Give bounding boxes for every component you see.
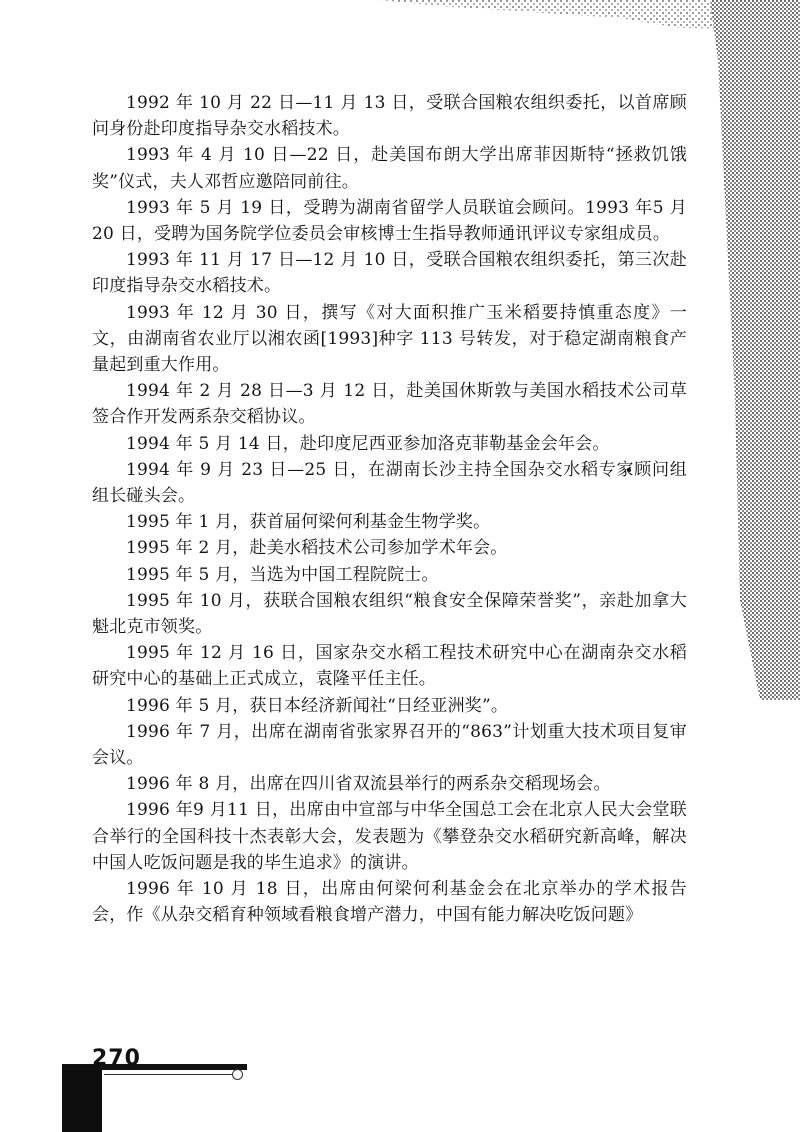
entry-1993-12: 1993 年 12 月 30 日，撰写《对大面积推广玉米稻要持慎重态度》一文，由湖南省农业厅以湘农函[1993]种字 113 号转发，对于稳定湖南粮食产量起到重大作用。	[92, 302, 687, 376]
footer-circle-ornament	[232, 1069, 243, 1080]
footer-bar	[62, 1064, 247, 1070]
entry-1995-02: 1995 年 2 月，赴美水稻技术公司参加学术年会。	[126, 538, 508, 559]
entry-1994-09: 1994 年 9 月 23 日—25 日，在湖南长沙主持全国杂交水稻专家顾问组组长碰头会。	[92, 459, 687, 507]
entry-1996-10: 1996 年 10 月 18 日，出席由何梁何利基金会在北京举办的学术报告会，作《从杂交稻育种领域看粮食增产潜力，中国有能力解决吃饭问题》	[92, 879, 687, 926]
entry-1994-02: 1994 年 2 月 28 日—3 月 12 日，赴美国休斯敦与美国水稻技术公司草签合作开发两系杂交稻协议。	[92, 381, 687, 428]
entry-1996-07: 1996 年 7 月，出席在湖南省张家界召开的“863”计划重大技术项目复审会议。	[92, 721, 687, 769]
entry-1996-08: 1996 年 8 月，出席在四川省双流县举行的两系杂交稻现场会。	[126, 774, 611, 795]
entry-1993-05: 1993 年 5 月 19 日，受聘为湖南省留学人员联谊会顾问。1993 年5 月 20 日，受聘为国务院学位委员会审核博士生指导教师通讯评议专家组成员。	[92, 197, 687, 245]
entry-1995-10: 1995 年 10 月，获联合国粮农组织“粮食安全保障荣誉奖”，亲赴加拿大魁北克市领奖。	[92, 590, 687, 638]
entry-1994-05: 1994 年 5 月 14 日，赴印度尼西亚参加洛克菲勒基金会年会。	[126, 433, 610, 454]
entry-1995-01: 1995 年 1 月，获首届何梁何利基金生物学奖。	[126, 512, 491, 533]
entry-1996-09: 1996 年9 月11 日，出席由中宣部与中华全国总工会在北京人民大会堂联合举行的全国科技十杰表彰大会，发表题为《攀登杂交水稻研究新高峰，解决中国人吃饭问题是我的毕生追求》的演讲。	[92, 800, 687, 873]
entry-1996-05: 1996 年 5 月，获日本经济新闻社“日经亚洲奖”。	[126, 695, 509, 716]
entry-1995-12: 1995 年 12 月 16 日，国家杂交水稻工程技术研究中心在湖南杂交水稻研究中心的基础上正式成立，袁隆平任主任。	[92, 643, 687, 690]
footer-corner-block	[62, 1064, 102, 1132]
page-number: 270	[92, 1046, 141, 1071]
entry-1993-11: 1993 年 11 月 17 日—12 月 10 日，受联合国粮农组织委托，第三次赴印度指导杂交水稻技术。	[92, 250, 687, 297]
entry-1992-10: 1992 年 10 月 22 日—11 月 13 日，受联合国粮农组织委托，以首席顾问身份赴印度指导杂交水稻技术。	[92, 93, 687, 140]
footer-rule	[104, 1074, 234, 1075]
entry-1995-05: 1995 年 5 月，当选为中国工程院院士。	[126, 564, 439, 585]
entry-1993-04: 1993 年 4 月 10 日—22 日，赴美国布朗大学出席菲因斯特“拯救饥饿奖”仪式，夫人邓哲应邀陪同前往。	[92, 145, 687, 192]
chronology-text	[92, 90, 687, 929]
